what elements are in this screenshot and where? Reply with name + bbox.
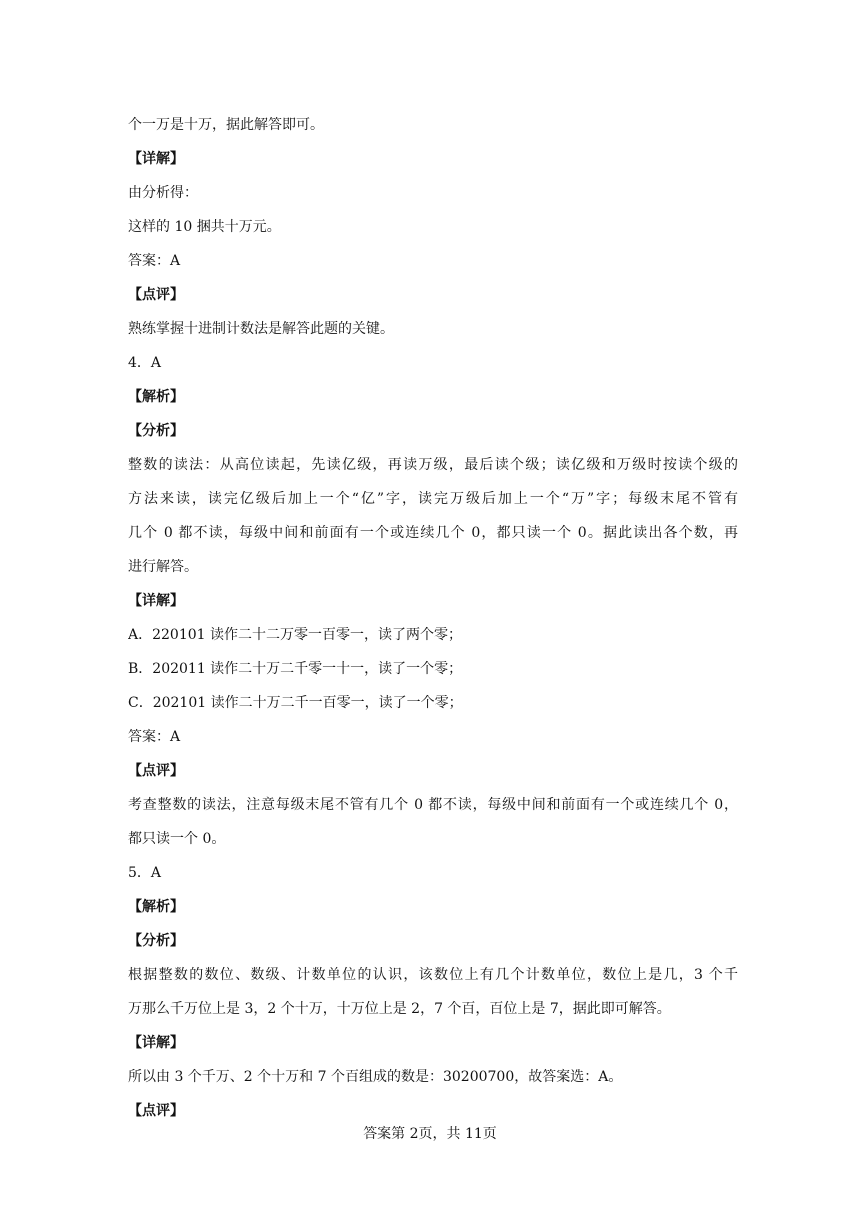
section-heading-analyze: 【分析】 (128, 423, 184, 439)
text-line: 整数的读法：从高位读起，先读亿级，再读万级，最后读个级；读亿级和万级时按读个级的 (128, 457, 738, 473)
answer-line: 答案：A (128, 729, 181, 745)
section-heading-detail: 【详解】 (128, 1035, 184, 1051)
answer-content (128, 108, 738, 1128)
paragraph (128, 788, 738, 856)
section-heading-comment: 【点评】 (128, 1103, 184, 1119)
text-line: 这样的 10 捆共十万元。 (128, 219, 281, 235)
section-heading-analysis: 【解析】 (128, 899, 184, 915)
answer-line: 答案：A (128, 253, 181, 269)
text-line: 根据整数的数位、数级、计数单位的认识，该数位上有几个计数单位，数位上是几，3 个千 (128, 967, 738, 983)
section-heading-analyze: 【分析】 (128, 933, 184, 949)
option-line: A．220101 读作二十二万零一百零一，读了两个零； (128, 627, 463, 643)
text-line: 所以由 3 个千万、2 个十万和 7 个百组成的数是：30200700，故答案选：A。 (128, 1069, 623, 1085)
text-line: 由分析得： (128, 185, 198, 201)
text-line: 几个 0 都不读，每级中间和前面有一个或连续几个 0，都只读一个 0。据此读出各个数，再 (128, 525, 738, 541)
option-line: C．202101 读作二十万二千一百零一，读了一个零； (128, 695, 463, 711)
text-line: 进行解答。 (128, 559, 198, 575)
option-line: B．202011 读作二十万二千零一十一，读了一个零； (128, 661, 463, 677)
text-line: 个一万是十万，据此解答即可。 (128, 117, 324, 133)
section-heading-comment: 【点评】 (128, 287, 184, 303)
section-heading-analysis: 【解析】 (128, 389, 184, 405)
paragraph (128, 448, 738, 584)
text-line: 方法来读，读完亿级后加上一个“亿”字，读完万级后加上一个“万”字；每级末尾不管有 (128, 491, 738, 507)
question-number: 4．A (128, 355, 162, 371)
page-footer: 答案第 2页，共 11页 (363, 1126, 497, 1142)
text-line: 熟练掌握十进制计数法是解答此题的关键。 (128, 321, 394, 337)
text-line: 万那么千万位上是 3，2 个十万，十万位上是 2，7 个百，百位上是 7，据此即可解答。 (128, 1001, 671, 1017)
text-line: 都只读一个 0。 (128, 831, 226, 847)
paragraph (128, 958, 738, 1026)
section-heading-detail: 【详解】 (128, 151, 184, 167)
question-number: 5．A (128, 865, 162, 881)
section-heading-comment: 【点评】 (128, 763, 184, 779)
section-heading-detail: 【详解】 (128, 593, 184, 609)
text-line: 考查整数的读法，注意每级末尾不管有几个 0 都不读，每级中间和前面有一个或连续几个 0， (128, 797, 738, 813)
